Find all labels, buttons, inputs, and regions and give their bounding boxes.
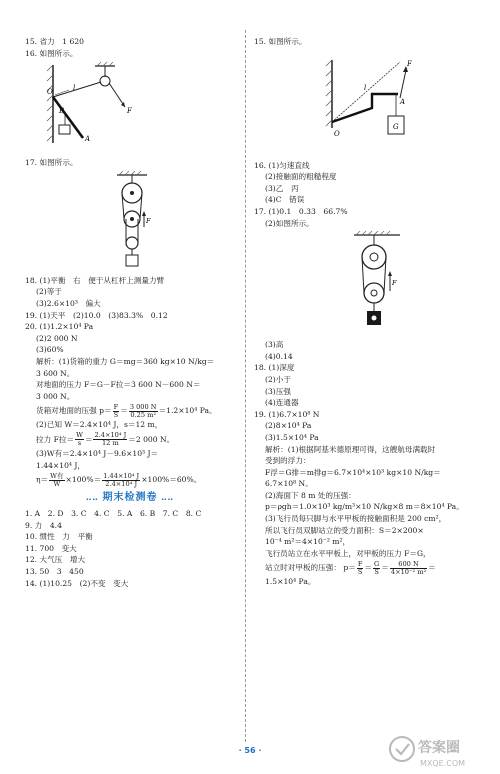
analysis-19-c: F浮＝G排＝m排g＝6.7×10⁴×10³ kg×10 N/kg＝ bbox=[265, 467, 441, 477]
left-column bbox=[25, 36, 235, 589]
analysis-19-i: 10⁻⁴ m²＝4×10⁻² m²， bbox=[265, 537, 351, 547]
fig16-label-f: F bbox=[127, 107, 132, 116]
analysis-20-pressure: 货箱对地面的压强 p＝ $\frac{F}{S}$ ＝ $\frac{3 000 N}{\text{0.25 m²}}$ ＝1.2×10⁴ Pa。 bbox=[36, 402, 217, 419]
analysis-19-h: 所以飞行员双脚站立的受力面积：S＝2×200× bbox=[265, 525, 424, 535]
answer-16: 16. 如图所示。 bbox=[25, 48, 78, 58]
final-answer-16-2: (2)接触面的粗糙程度 bbox=[265, 172, 337, 182]
final-answer-18-4: (4)连通器 bbox=[265, 398, 299, 408]
final-answer-16-3: (3)乙 丙 bbox=[265, 183, 299, 193]
watermark-logo bbox=[386, 733, 496, 771]
final-answer-17-2: (2)如图所示。 bbox=[265, 218, 314, 228]
fig15-label-g: G bbox=[393, 122, 399, 131]
fig15-label-l: l bbox=[364, 83, 367, 92]
analysis-20-f: (3)W有＝2.4×10⁴ J－9.6×10³ J＝ bbox=[36, 448, 159, 458]
svg-text:答案圈: 答案圈 bbox=[418, 740, 460, 756]
fig15-label-f: F bbox=[407, 59, 412, 68]
svg-text:F: F bbox=[392, 279, 397, 288]
analysis-19-f: p＝ρgh＝1.0×10³ kg/m³×10 N/kg×8 m＝8×10⁴ Pa。 bbox=[265, 502, 464, 512]
final-answer-19-1: 19. (1)6.7×10⁸ N bbox=[254, 409, 320, 419]
figure-17-pulley-block bbox=[254, 231, 476, 333]
right-column bbox=[254, 36, 476, 588]
analysis-19-g: (3)飞行员每只脚与水平甲板的接触面积是 200 cm²， bbox=[265, 514, 447, 524]
fig16-label-a: A bbox=[85, 135, 91, 144]
answer-19: 19. (1)天平 (2)10.0 (3)83.3% 0.12 bbox=[25, 310, 168, 320]
analysis-19-k: 1.5×10⁴ Pa。 bbox=[265, 577, 316, 587]
analysis-20-c: 对地面的压力 F＝G－F拉＝3 600 N－600 N＝ bbox=[36, 380, 201, 390]
analysis-20-g: 1.44×10⁴ J， bbox=[36, 460, 86, 470]
analysis-20-b: 3 600 N。 bbox=[36, 368, 75, 378]
final-answer-9: 9. 力 4.4 bbox=[25, 520, 62, 530]
analysis-19-a: 解析：(1)根据阿基米德原理可得，这艘航母满载时 bbox=[265, 444, 436, 454]
answer-15: 15. 省力 1 620 bbox=[25, 37, 85, 46]
answer-20-1: 20. (1)1.2×10⁴ Pa bbox=[25, 322, 94, 332]
final-answer-16-1: 16. (1)匀速直线 bbox=[254, 160, 310, 170]
analysis-19-d: 6.7×10⁸ N。 bbox=[265, 479, 313, 489]
analysis-19-pressure: 站立时对甲板的压强： p＝ $\frac{F}{S}$ ＝ $\frac{G}{S}$ ＝ $\frac{600 N}{\text{4×10⁻² m²}}$ ＝ bbox=[265, 559, 436, 576]
final-answer-17-1: 17. (1)0.1 0.33 66.7% bbox=[254, 206, 348, 216]
analysis-20-a: 解析：(1)货箱的重力 G＝mg＝360 kg×10 N/kg＝ bbox=[36, 356, 215, 366]
analysis-19-b: 受到的浮力： bbox=[265, 456, 311, 466]
fig15-label-a: A bbox=[400, 97, 406, 106]
svg-text:F: F bbox=[146, 216, 151, 225]
analysis-20-efficiency: η＝ $\frac{\text{W有}}{W}$ ×100%＝ $\frac{\text{1.44×10⁴ J}}{\text{2.4×10⁴ J}}$ ×100%＝60%。 bbox=[36, 471, 202, 488]
final-answers-1-8: 1. A 2. D 3. C 4. C 5. A 6. B 7. C 8. C bbox=[25, 509, 202, 519]
column-divider bbox=[245, 30, 246, 742]
final-answer-18-2: (2)小于 bbox=[265, 374, 291, 384]
final-answer-19-2: (2)8×10⁴ Pa bbox=[265, 421, 312, 431]
section-title: ‥‥ 期末检测卷 ‥‥ bbox=[86, 492, 174, 504]
final-answer-14: 14. (1)10.25 (2)不变 变大 bbox=[25, 578, 129, 588]
figure-16-lever bbox=[25, 61, 235, 151]
final-answer-16-4: (4)C 错误 bbox=[265, 195, 305, 205]
final-answer-13: 13. 50 3 450 bbox=[25, 567, 84, 577]
answer-18-3: (3)2.6×10³ 偏大 bbox=[36, 298, 101, 308]
fig16-label-o: O bbox=[47, 88, 53, 97]
figure-17-pulley bbox=[25, 171, 235, 269]
analysis-20-force: 拉力 F拉＝ $\frac{W}{s}$ ＝ $\frac{\text{2.4×10⁴ J}}{12 m}$ ＝2 000 N。 bbox=[36, 431, 175, 448]
svg-text:MXQE.COM: MXQE.COM bbox=[420, 759, 466, 768]
analysis-20-e: (2)已知 W＝2.4×10⁴ J，s＝12 m， bbox=[36, 420, 163, 430]
page-number: · 56 · bbox=[238, 746, 262, 755]
analysis-19-j: 飞行员站立在水平甲板上，对甲板的压力 F＝G， bbox=[265, 548, 431, 558]
analysis-19-e: (2)海面下 8 m 处的压强： bbox=[265, 490, 356, 500]
figure-15-lever bbox=[254, 50, 476, 154]
final-answer-19-3: (3)1.5×10⁴ Pa bbox=[265, 432, 319, 442]
final-answer-15: 15. 如图所示。 bbox=[254, 37, 307, 46]
answer-17: 17. 如图所示。 bbox=[25, 158, 78, 168]
answer-20-2: (2)2 000 N bbox=[36, 333, 78, 343]
final-answer-12: 12. 大气压 增大 bbox=[25, 555, 86, 565]
answer-18-2: (2)等于 bbox=[36, 287, 62, 297]
analysis-20-d: 3 000 N。 bbox=[36, 391, 75, 401]
final-answer-17-3: (3)高 bbox=[265, 340, 284, 350]
final-answer-18-1: 18. (1)深度 bbox=[254, 363, 295, 373]
fig15-label-o: O bbox=[334, 129, 340, 138]
final-answer-10: 10. 惯性 力 平衡 bbox=[25, 532, 93, 542]
fig16-label-l: l bbox=[73, 84, 76, 93]
final-answer-11: 11. 700 变大 bbox=[25, 543, 77, 553]
answer-18-1: 18. (1)平衡 右 便于从杠杆上测量力臂 bbox=[25, 275, 165, 285]
final-answer-18-3: (3)压强 bbox=[265, 386, 291, 396]
answer-20-3: (3)60% bbox=[36, 345, 64, 355]
fig16-label-b: B bbox=[59, 107, 65, 116]
final-answer-17-4: (4)0.14 bbox=[265, 351, 293, 361]
